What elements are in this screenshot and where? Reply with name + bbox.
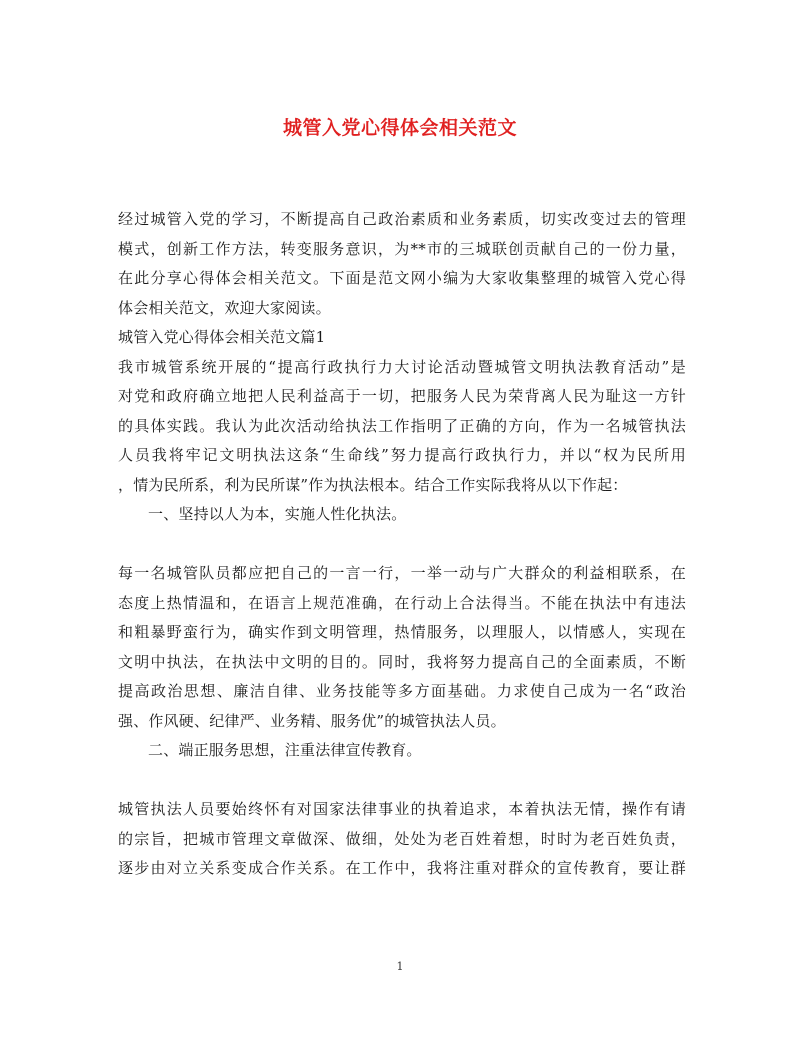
paragraph-line: 提高政治思想、廉洁自律、业务技能等多方面基础。力求使自己成为一名“政治 — [118, 682, 686, 700]
blank-line — [118, 530, 686, 560]
document-body — [118, 205, 686, 884]
paragraph-line: 体会相关范文，欢迎大家阅读。 — [118, 298, 331, 317]
paragraph-line: 我市城管系统开展的“提高行政执行力大讨论活动暨城管文明执法教育活动”是 — [118, 357, 686, 376]
page-number: 1 — [396, 960, 404, 973]
section-heading: 二、端正服务思想，注重法律宣传教育。 — [148, 741, 422, 759]
paragraph-line: 经过城管入党的学习，不断提高自己政治素质和业务素质，切实改变过去的管理 — [118, 210, 686, 228]
paragraph-line: 每一名城管队员都应把自己的一言一行，一举一动与广大群众的利益相联系，在 — [118, 564, 686, 582]
paragraph-line: 强、作风硬、纪律严、业务精、服务优”的城管执法人员。 — [118, 711, 506, 730]
paragraph-line: 逐步由对立关系变成合作关系。在工作中，我将注重对群众的宣传教育，要让群 — [118, 859, 686, 877]
section-heading: 一、坚持以人为本，实施人性化执法。 — [148, 505, 407, 523]
document-title: 城管入党心得体会相关范文 — [282, 117, 517, 139]
paragraph-line: ，情为民所系，利为民所谋”作为执法根本。结合工作实际我将从以下作起： — [118, 475, 628, 494]
paragraph-line: 态度上热情温和，在语言上规范准确，在行动上合法得当。不能在执法中有违法 — [118, 593, 686, 612]
paragraph-line: 文明中执法，在执法中文明的目的。同时，我将努力提高自己的全面素质，不断 — [118, 652, 686, 671]
paragraph-line: 城管执法人员要始终怀有对国家法律事业的执着追求，本着执法无情，操作有请 — [118, 800, 686, 818]
paragraph-line: 对党和政府确立地把人民利益高于一切，把服务人民为荣背离人民为耻这一方针 — [118, 387, 686, 405]
paragraph-line: 的宗旨，把城市管理文章做深、做细，处处为老百姓着想，时时为老百姓负责， — [118, 829, 686, 848]
paragraph-line: 人员我将牢记文明执法这条“生命线”努力提高行政执行力，并以“权为民所用 — [118, 446, 686, 464]
paragraph-line: 城管入党心得体会相关范文篇1 — [118, 328, 326, 346]
paragraph-line: 和粗暴野蛮行为，确实作到文明管理，热情服务，以理服人，以情感人，实现在 — [118, 623, 686, 641]
paragraph-line: 模式，创新工作方法，转变服务意识，为**市的三城联创贡献自己的一份力量， — [118, 239, 686, 258]
paragraph-line: 在此分享心得体会相关范文。下面是范文网小编为大家收集整理的城管入党心得 — [118, 269, 686, 287]
blank-line — [118, 766, 686, 796]
paragraph-line: 的具体实践。我认为此次活动给执法工作指明了正确的方向，作为一名城管执法 — [118, 416, 686, 435]
